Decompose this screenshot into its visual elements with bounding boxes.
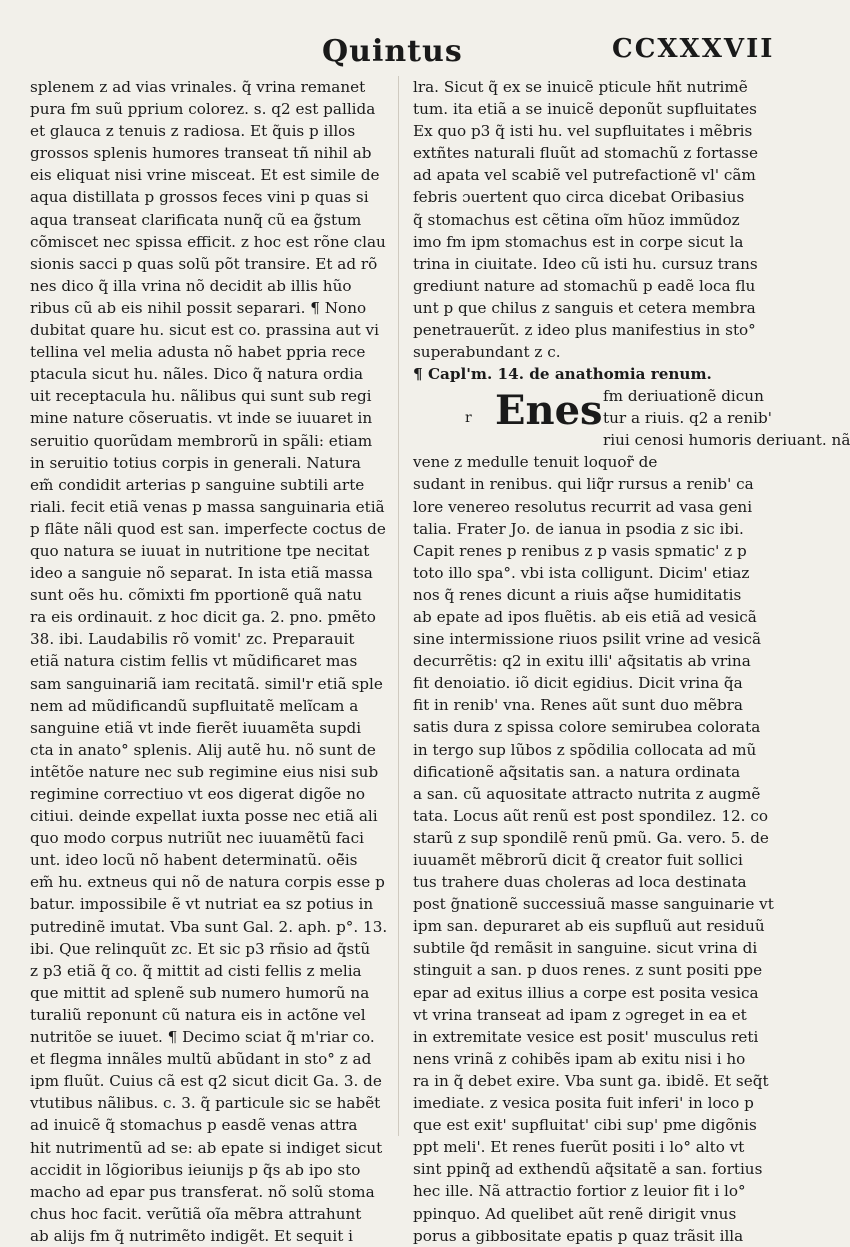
text-line: sionis sacci p quas solũ põt transire. Et ad rõ bbox=[30, 254, 378, 273]
text-line: penetrauerũt. z ideo plus manifestius in sto° bbox=[413, 321, 756, 340]
text-line: sanguine etiã vt inde fierẽt iuuamẽta supdi bbox=[30, 718, 362, 737]
text-line: riui cenosi humoris deriuant. nã bbox=[603, 431, 850, 450]
text-line: pura fm suũ pprium colorez. s. q2 est pallida bbox=[30, 100, 376, 119]
text-line: et glauca z tenuis z radiosa. Et q̃uis p illos bbox=[30, 122, 356, 141]
text-line: lra. Sicut q̃ ex se inuicẽ pticule hñt nutrimẽ bbox=[413, 78, 748, 96]
text-line: nos q̃ renes dicunt a riuis aq̃se humiditatis bbox=[413, 585, 742, 604]
text-line: imo fm ipm stomachus est in corpe sicut la bbox=[413, 232, 744, 251]
text-line: cõmiscet nec spissa efficit. z hoc est rõne clau bbox=[30, 232, 386, 251]
text-line: ptacula sicut hu. nãles. Dico q̃ natura ordia bbox=[30, 365, 364, 384]
text-line: seruitio quorũdam membrorũ in spãli: etiam bbox=[30, 431, 373, 450]
running-head: Quintus bbox=[322, 34, 463, 69]
text-line: talia. Frater Jo. de ianua in psodia z sic ibi. bbox=[413, 519, 744, 538]
decorated-initial: Enes bbox=[495, 387, 603, 435]
text-line: em̃ hu. extneus qui nõ de natura corpis esse p bbox=[30, 873, 385, 892]
text-line: in tergo sup lũbos z spõdilia collocata ad mũ bbox=[413, 740, 757, 759]
text-line: tus trahere duas choleras ad loca destinata bbox=[413, 873, 747, 892]
text-line: grediunt nature ad stomachũ p eadẽ loca flu bbox=[413, 276, 756, 295]
text-line: extñtes naturali fluũt ad stomachũ z fortasse bbox=[413, 144, 758, 163]
text-line: splenem z ad vias vrinales. q̃ vrina remanet bbox=[30, 78, 366, 96]
text-line: iuuamẽt mẽbrorũ dicit q̃ creator fuit sollici bbox=[413, 851, 743, 869]
text-line: epar ad exitus illius a corpe est posita vesica bbox=[413, 983, 759, 1002]
text-line: unt p que chilus z sanguis et cetera membra bbox=[413, 298, 756, 317]
text-line: a san. cũ aquositate attracto nutrita z augmẽ bbox=[413, 784, 761, 803]
text-line: sunt oẽs hu. cõmixti fm pportionẽ quã natu bbox=[30, 586, 363, 605]
text-line: hec ille. Nã attractio fortior z leuior fit i lo° bbox=[413, 1182, 746, 1201]
text-line: lore venereo resolutus recurrit ad vasa geni bbox=[413, 497, 753, 516]
text-line: in seruitio totius corpis in generali. Natura bbox=[30, 453, 361, 472]
text-line: porus a gibbositate epatis p quaz trãsit illa bbox=[413, 1226, 744, 1245]
text-line: sine intermissione riuos psilit vrine ad vesicã bbox=[413, 630, 762, 649]
text-line: fm deriuationẽ dicun bbox=[603, 387, 764, 406]
text-line: aqua distillata p grossos feces vini p quas si bbox=[30, 188, 369, 207]
text-line: subtile q̃d remãsit in sanguine. sicut vrina di bbox=[413, 939, 758, 958]
text-line: starũ z sup spondilẽ renũ pmũ. Ga. vero. 5. de bbox=[413, 828, 769, 847]
text-line: macho ad epar pus transferat. nõ solũ stoma bbox=[30, 1182, 375, 1201]
text-line: toto illo spa°. vbi ista colligunt. Dicim' etiaz bbox=[413, 563, 750, 582]
text-line: p flãte nãli quod est san. imperfecte coctus de bbox=[30, 519, 386, 538]
text-line: Capit renes p renibus z p vasis spmatic' z p bbox=[413, 541, 747, 560]
text-line: intẽtõe nature nec sub regimine eius nisi sub bbox=[30, 762, 379, 781]
text-line: z p3 etiã q̃ co. q̃ mittit ad cisti fellis z melia bbox=[30, 961, 362, 980]
text-line: tellina vel melia adusta nõ habet ppria rece bbox=[30, 343, 366, 362]
text-line: vene z medulle tenuit loquor̃ de bbox=[413, 453, 658, 472]
text-line: aqua transeat clarificata nunq̃ cũ ea g̃stum bbox=[30, 210, 362, 229]
text-line: nes dico q̃ illa vrina nõ decidit ab illis hũo bbox=[30, 276, 352, 295]
text-line: nens vrinã z cohibẽs ipam ab exitu nisi i ho bbox=[413, 1049, 746, 1068]
text-line: que est exit' supfluitat' cibi sup' pme digõnis bbox=[413, 1116, 757, 1135]
text-line: q̃ stomachus est cẽtina oĩm hũoz immũdoz bbox=[413, 210, 740, 229]
text-line: et flegma innãles multũ abũdant in sto° z ad bbox=[30, 1050, 372, 1069]
text-line: fit denoiatio. iõ dicit egidius. Dicit vrina q̃a bbox=[413, 674, 743, 693]
text-line: quo modo corpus nutriũt nec iuuamẽtũ faci bbox=[30, 829, 364, 848]
text-line: dubitat quare hu. sicut est co. prassina aut vi bbox=[30, 321, 379, 340]
text-line: fit in renib' vna. Renes aũt sunt duo mẽbra bbox=[413, 696, 743, 715]
text-line: ideo a sanguie nõ separat. In ista etiã massa bbox=[30, 564, 373, 583]
text-line: ab epate ad ipos fluẽtis. ab eis etiã ad vesicã bbox=[413, 607, 757, 626]
right-column bbox=[413, 76, 850, 1247]
text-line: sint ppinq̃ ad exthendũ aq̃sitatẽ a san. fortius bbox=[413, 1160, 763, 1179]
chapter-heading: ¶ Capl'm. 14. de anathomia renum. bbox=[413, 365, 712, 384]
text-line: que mittit ad splenẽ sub numero humorũ na bbox=[30, 983, 370, 1002]
text-line: nem ad mũdificandũ supfluitatẽ melĩcam a bbox=[30, 696, 359, 715]
text-line: trina in ciuitate. Ideo cũ isti hu. cursuz trans bbox=[413, 254, 758, 273]
text-line: etiã natura cistim fellis vt mũdificaret mas bbox=[30, 652, 358, 671]
text-line: stinguit a san. p duos renes. z sunt positi ppe bbox=[413, 961, 763, 980]
text-line: satis dura z spissa colore semirubea colorata bbox=[413, 718, 761, 737]
text-line: Ex quo p3 q̃ isti hu. vel supfluitates i mẽbris bbox=[413, 122, 753, 141]
text-line: citiui. deinde expellat iuxta posse nec etiã ali bbox=[30, 807, 378, 826]
text-line: uit receptacula hu. nãlibus qui sunt sub regi bbox=[30, 387, 372, 406]
text-line: ab alijs fm q̃ nutrimẽto indigẽt. Et sequit i bbox=[30, 1226, 353, 1245]
text-line: cta in anato° splenis. Alij autẽ hu. nõ sunt de bbox=[30, 740, 376, 759]
text-line: batur. impossibile ẽ vt nutriat ea sz potius in bbox=[30, 895, 374, 914]
text-line: ppt meli'. Et renes fuerũt positi i lo° alto vt bbox=[413, 1138, 745, 1157]
right-column-bottom-text bbox=[413, 451, 785, 1246]
text-line: eis eliquat nisi vrine misceat. Et est simile de bbox=[30, 166, 380, 185]
initial-block bbox=[413, 385, 850, 451]
text-line: ribus cũ ab eis nihil possit separari. ¶ Nono bbox=[30, 298, 367, 317]
text-line: mine nature cõseruatis. vt inde se iuuaret in bbox=[30, 409, 373, 428]
text-line: chus hoc facit. verũtiã oĩa mẽbra attrahunt bbox=[30, 1204, 362, 1223]
text-line: ra eis ordinauit. z hoc dicit ga. 2. pno. pmẽto bbox=[30, 608, 376, 627]
text-line: nutritõe se iuuet. ¶ Decimo sciat q̃ m'riar co. bbox=[30, 1028, 375, 1047]
text-line: accidit in lõgioribus ieiunijs p q̃s ab ipo sto bbox=[30, 1160, 361, 1179]
text-line: em̃ condidit arterias p sanguine subtili arte bbox=[30, 475, 365, 494]
text-line: quo natura se iuuat in nutritione tpe necitat bbox=[30, 541, 370, 560]
guide-letter: r bbox=[465, 410, 472, 427]
folio-number: CCXXXVII bbox=[612, 34, 775, 64]
text-line: 38. ibi. Laudabilis rõ vomit' zc. Preparauit bbox=[30, 630, 355, 649]
text-line: ipm fluũt. Cuius cã est q2 sicut dicit Ga. 3. de bbox=[30, 1072, 382, 1091]
text-line: sudant in renibus. qui liq̃r rursus a renib' ca bbox=[413, 475, 754, 494]
right-column-top-text bbox=[413, 76, 785, 363]
text-line: ipm san. depuraret ab eis supfluũ aut residuũ bbox=[413, 917, 765, 936]
text-line: ad apata vel scabiẽ vel putrefactionẽ vl' cãm bbox=[413, 166, 756, 185]
text-line: sam sanguinariã iam recitatã. simil'r etiã sple bbox=[30, 674, 383, 693]
text-line: unt. ideo locũ nõ habent determinatũ. oẽ̃is bbox=[30, 851, 358, 870]
text-line: superabundant z c. bbox=[413, 343, 561, 362]
text-line: tur a riuis. q2 a renib' bbox=[603, 409, 772, 428]
text-line: tum. ita etiã a se inuicẽ deponũt supfluitates bbox=[413, 100, 757, 119]
text-line: turaliũ reponunt cũ natura eis in actõne vel bbox=[30, 1005, 366, 1024]
text-line: riali. fecit etiã venas p massa sanguinaria etiã bbox=[30, 497, 385, 516]
left-column bbox=[30, 76, 402, 1247]
text-line: in extremitate vesice est posit' musculus reti bbox=[413, 1027, 759, 1046]
text-line: grossos splenis humores transeat tñ nihil ab bbox=[30, 144, 372, 163]
text-line: febris ɔuertent quo circa dicebat Oribasius bbox=[413, 188, 745, 207]
text-line: imediate. z vesica posita fuit inferi' in loco p bbox=[413, 1094, 754, 1113]
text-line: ra in q̃ debet exire. Vba sunt ga. ibidẽ. Et seq̃t bbox=[413, 1071, 769, 1090]
initial-adjacent-text bbox=[603, 385, 850, 451]
text-line: tata. Locus aũt renũ est post spondilez. 12. co bbox=[413, 806, 768, 825]
text-line: decurrẽtis: q2 in exitu illi' aq̃sitatis ab vrina bbox=[413, 652, 751, 671]
text-line: ad inuicẽ q̃ stomachus p easdẽ venas attra bbox=[30, 1116, 358, 1135]
text-line: hit nutrimentũ ad se: ab epate si indiget sicut bbox=[30, 1138, 383, 1157]
text-line: regimine correctiuo vt eos digerat digõe no bbox=[30, 785, 366, 803]
text-line: ibi. Que relinquũt zc. Et sic p3 rñsio ad q̃stũ bbox=[30, 939, 371, 958]
text-line: putredinẽ imutat. Vba sunt Gal. 2. aph. p°. 13. bbox=[30, 917, 388, 936]
text-line: post g̃nationẽ successiuã masse sanguinarie vt bbox=[413, 895, 774, 914]
text-line: vtutibus nãlibus. c. 3. q̃ particule sic se habẽt bbox=[30, 1094, 381, 1113]
text-line: dificationẽ aq̃sitatis san. a natura ordinata bbox=[413, 762, 741, 781]
text-line: ppinquo. Ad quelibet aũt renẽ dirigit vnus bbox=[413, 1204, 737, 1223]
text-line: vt vrina transeat ad ipam z ɔgreget in ea et bbox=[413, 1005, 747, 1024]
